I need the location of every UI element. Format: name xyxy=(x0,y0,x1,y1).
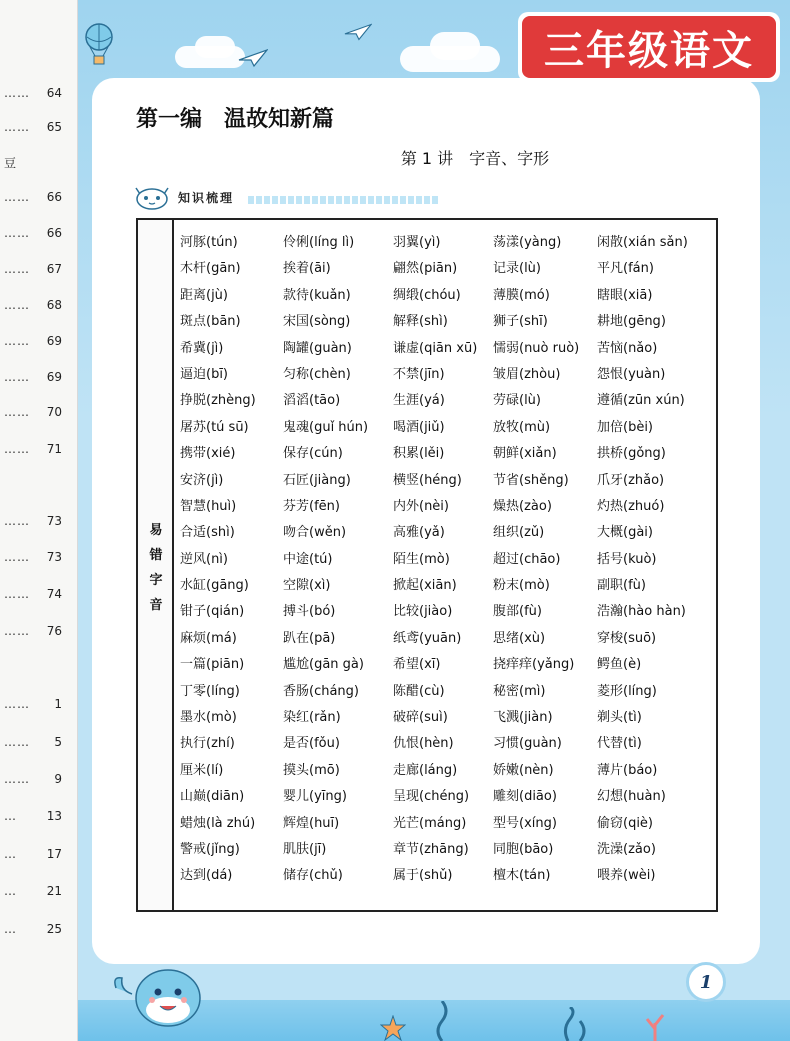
vocab-entry: 蜡烛(là zhú) xyxy=(180,815,256,831)
vocab-entry: 挨着(āi) xyxy=(283,261,331,277)
vocab-entry: 括号(kuò) xyxy=(597,551,657,567)
vocab-entry: 粉末(mò) xyxy=(493,578,550,594)
vocabulary-grid xyxy=(180,230,716,890)
vocab-entry: 檀木(tán) xyxy=(493,868,551,884)
vocab-entry: 尴尬(gān gà) xyxy=(283,657,364,673)
vocab-entry: 距离(jù) xyxy=(180,287,228,303)
vocab-entry: 河豚(tún) xyxy=(180,235,238,250)
toc-entry-page-number: 66 xyxy=(46,226,62,240)
toc-entry xyxy=(0,695,70,715)
vocab-entry: 厘米(lí) xyxy=(180,762,224,778)
vocab-entry: 横竖(héng) xyxy=(393,472,462,488)
vocab-entry: 一篇(piān) xyxy=(180,657,245,673)
vocab-entry: 光芒(máng) xyxy=(393,815,467,831)
side-label-char: 字 xyxy=(149,573,163,588)
toc-entry xyxy=(0,188,70,208)
toc-entry xyxy=(0,403,70,423)
vocab-entry: 绸缎(chóu) xyxy=(393,287,461,303)
vocab-entry: 薄片(báo) xyxy=(597,762,658,778)
toc-entry-dots: …… xyxy=(4,120,30,134)
toc-entry xyxy=(0,770,70,790)
vocab-entry: 大概(gài) xyxy=(597,525,653,541)
vocab-entry: 型号(xíng) xyxy=(493,815,557,831)
vocab-entry: 副职(fù) xyxy=(597,578,646,594)
vocab-entry: 木杆(gān) xyxy=(180,261,241,277)
vocab-entry: 飞溅(jiàn) xyxy=(493,710,553,726)
toc-entry-dots: … xyxy=(4,922,17,936)
vocab-entry: 陌生(mò) xyxy=(393,551,450,567)
lesson-title: 第 1 讲 字音、字形 xyxy=(400,149,550,168)
toc-entry xyxy=(0,512,70,532)
toc-entry-page-number: 74 xyxy=(46,587,62,601)
toc-entry-page-number: 17 xyxy=(46,847,62,861)
side-label-char: 音 xyxy=(149,598,163,613)
vocab-entry: 储存(chǔ) xyxy=(283,868,343,884)
toc-entry xyxy=(0,332,70,352)
vocab-entry: 款待(kuǎn) xyxy=(283,287,351,303)
toc-entry-dots: …… xyxy=(4,262,30,276)
vocab-entry: 爪牙(zhǎo) xyxy=(597,472,665,488)
vocab-entry: 瞎眼(xiā) xyxy=(597,287,653,303)
vocab-entry: 喝酒(jiǔ) xyxy=(393,419,445,435)
toc-entry xyxy=(0,224,70,244)
vocab-entry: 记录(lù) xyxy=(493,261,541,277)
toc-entry-page-number: 73 xyxy=(46,550,62,564)
vocab-entry: 丁零(líng) xyxy=(180,683,240,699)
toc-entry xyxy=(0,585,70,605)
toc-entry-page-number: 68 xyxy=(46,298,62,312)
vocab-entry: 娇嫩(nèn) xyxy=(493,762,554,778)
toc-entry-page-number: 66 xyxy=(46,190,62,204)
vocab-entry: 安济(jì) xyxy=(180,472,224,488)
vocab-entry: 洗澡(zǎo) xyxy=(597,841,656,857)
toc-entry xyxy=(0,368,70,388)
toc-entry xyxy=(0,733,70,753)
toc-entry-page-number: 69 xyxy=(46,334,62,348)
toc-entry-word: 豆 xyxy=(4,156,17,170)
vocab-entry: 搏斗(bó) xyxy=(283,604,336,620)
vocab-entry: 挠痒痒(yǎng) xyxy=(493,657,575,673)
vocab-entry: 懦弱(nuò ruò) xyxy=(493,340,580,356)
vocab-entry: 谦虚(qiān xū) xyxy=(393,340,478,356)
vocab-entry: 积累(lěi) xyxy=(393,446,445,462)
vocab-entry: 燥热(zào) xyxy=(493,498,552,514)
whale-mascot-icon xyxy=(110,948,206,1028)
toc-entry xyxy=(0,118,70,138)
vocab-entry: 空隙(xì) xyxy=(283,578,331,594)
vocab-entry: 墨水(mò) xyxy=(180,710,237,726)
toc-entry-dots: …… xyxy=(4,550,30,564)
vocab-entry: 染红(rǎn) xyxy=(283,710,341,726)
vocab-entry: 水缸(gāng) xyxy=(180,578,249,594)
vocab-entry: 鬼魂(guǐ hún) xyxy=(283,419,369,435)
toc-entry-page-number: 76 xyxy=(46,624,62,638)
vocab-entry: 中途(tú) xyxy=(283,551,333,567)
page-number: 1 xyxy=(686,962,726,1002)
vocab-entry: 肌肤(jī) xyxy=(283,841,327,857)
vocab-entry: 辉煌(huī) xyxy=(283,815,340,831)
vocab-entry: 组织(zǔ) xyxy=(493,525,545,541)
vocab-entry: 石匠(jiàng) xyxy=(283,472,351,488)
vocab-entry: 呈现(chéng) xyxy=(393,789,470,805)
cat-mascot-icon xyxy=(130,184,174,210)
toc-entry-dots: …… xyxy=(4,697,30,711)
toc-entry-page-number: 5 xyxy=(54,735,62,749)
vocab-entry: 加倍(bèi) xyxy=(597,419,654,435)
vocab-entry: 浩瀚(hào hàn) xyxy=(597,604,686,620)
toc-entry xyxy=(0,440,70,460)
toc-entry-dots: …… xyxy=(4,735,30,749)
vocab-entry: 内外(nèi) xyxy=(393,498,449,514)
vocab-entry: 携带(xié) xyxy=(180,446,236,462)
vocab-entry: 怨恨(yuàn) xyxy=(597,366,666,382)
seaweed-icon xyxy=(430,1001,454,1041)
vocab-entry: 平凡(fán) xyxy=(597,261,654,277)
vocab-entry: 麻烦(má) xyxy=(180,630,237,646)
vocab-entry: 穿梭(suō) xyxy=(597,630,657,646)
vocab-entry: 腹部(fù) xyxy=(493,604,542,620)
vocab-entry: 纸鸢(yuān) xyxy=(393,630,462,646)
cloud-decoration xyxy=(195,36,235,58)
section-title: 第一编 温故知新篇 xyxy=(136,107,335,132)
toc-entry xyxy=(0,807,70,827)
toc-entry-page-number: 13 xyxy=(46,809,62,823)
vocab-entry: 节省(shěng) xyxy=(493,472,569,488)
vocab-entry: 合适(shì) xyxy=(180,525,235,541)
vocab-entry: 比较(jiào) xyxy=(393,604,453,620)
vocab-entry: 闲散(xián sǎn) xyxy=(597,235,688,250)
vocab-entry: 挣脱(zhèng) xyxy=(180,393,256,409)
vocab-entry: 钳子(qián) xyxy=(180,604,245,620)
toc-entry-page-number: 71 xyxy=(46,442,62,456)
toc-entry-page-number: 70 xyxy=(46,405,62,419)
vocab-entry: 摸头(mō) xyxy=(283,762,340,778)
vocab-entry: 破碎(suì) xyxy=(393,710,448,726)
toc-entry-page-number: 73 xyxy=(46,514,62,528)
toc-entry-page-number: 1 xyxy=(54,697,62,711)
vocab-entry: 灼热(zhuó) xyxy=(597,498,665,514)
side-label xyxy=(138,518,174,618)
vocab-entry: 趴在(pā) xyxy=(283,630,336,646)
grade-subject-label: 三年级语文 xyxy=(522,16,776,78)
toc-entry-dots: … xyxy=(4,847,17,861)
toc-entry-dots: …… xyxy=(4,370,30,384)
vocab-entry: 达到(dá) xyxy=(180,868,233,884)
vocab-entry: 属于(shǔ) xyxy=(393,868,453,884)
vocabulary-table xyxy=(136,218,718,912)
hot-air-balloon-icon xyxy=(82,22,116,66)
vocab-entry: 苦恼(nǎo) xyxy=(597,340,658,356)
vocab-entry: 皱眉(zhòu) xyxy=(493,366,561,382)
vocab-entry: 放牧(mù) xyxy=(493,419,551,435)
vocab-entry: 逆风(nì) xyxy=(180,551,228,567)
toc-entry-page-number: 25 xyxy=(46,922,62,936)
paper-plane-icon xyxy=(238,48,268,68)
vocab-entry: 章节(zhāng) xyxy=(393,841,469,857)
vocab-entry: 荡漾(yàng) xyxy=(493,235,562,250)
knowledge-label: 知识梳理 xyxy=(178,191,235,205)
vocab-entry: 希望(xī) xyxy=(393,657,441,673)
vocab-entry: 喂养(wèi) xyxy=(597,868,656,884)
vocab-entry: 斑点(bān) xyxy=(180,314,241,330)
vocab-entry: 薄膜(mó) xyxy=(493,287,550,303)
vocab-entry: 菱形(líng) xyxy=(597,683,657,699)
toc-entry xyxy=(0,84,70,104)
vocab-entry: 逼迫(bī) xyxy=(180,366,229,382)
side-label-char: 易 xyxy=(149,523,163,538)
vocab-entry: 匀称(chèn) xyxy=(283,366,351,382)
toc-entry-dots: …… xyxy=(4,442,30,456)
toc-entry-dots: … xyxy=(4,809,17,823)
toc-entry-page-number: 64 xyxy=(46,86,62,100)
paper-plane-icon xyxy=(344,22,372,42)
toc-entry-dots: …… xyxy=(4,190,30,204)
toc-entry-page-number: 65 xyxy=(46,120,62,134)
side-label-char: 错 xyxy=(149,548,163,563)
toc-entry xyxy=(0,296,70,316)
table-side-column xyxy=(138,220,174,910)
vocab-entry: 翩然(piān) xyxy=(393,261,458,277)
vocab-entry: 伶俐(líng lì) xyxy=(283,235,355,250)
vocab-entry: 香肠(cháng) xyxy=(283,683,359,699)
toc-entry-page-number: 9 xyxy=(54,772,62,786)
coral-icon xyxy=(640,1011,670,1041)
vocab-entry: 是否(fǒu) xyxy=(283,736,340,752)
vocab-entry: 思绪(xù) xyxy=(493,630,546,646)
vocab-entry: 掀起(xiān) xyxy=(393,578,457,594)
vocab-entry: 警戒(jǐng) xyxy=(180,841,240,857)
vocab-entry: 羽翼(yì) xyxy=(393,235,441,250)
toc-entry-dots: …… xyxy=(4,514,30,528)
vocab-entry: 不禁(jīn) xyxy=(393,366,445,382)
seaweed-icon xyxy=(560,1007,590,1041)
cloud-decoration xyxy=(430,32,480,60)
toc-entry-dots: …… xyxy=(4,226,30,240)
vocab-entry: 吻合(wěn) xyxy=(283,525,347,541)
vocab-entry: 陈醋(cù) xyxy=(393,683,445,699)
vocab-entry: 超过(chāo) xyxy=(493,551,561,567)
vocab-entry: 鳄鱼(è) xyxy=(597,657,642,673)
vocab-entry: 代替(tì) xyxy=(597,736,642,752)
vocab-entry: 宋国(sòng) xyxy=(283,314,351,330)
vocab-entry: 高雅(yǎ) xyxy=(393,525,445,541)
toc-entry xyxy=(0,882,70,902)
vocab-entry: 遵循(zūn xún) xyxy=(597,393,685,409)
vocab-entry: 芬芳(fēn) xyxy=(283,498,340,514)
vocab-entry: 执行(zhí) xyxy=(180,736,235,752)
vocab-entry: 希冀(jì) xyxy=(180,340,224,356)
toc-entry-page-number: 21 xyxy=(46,884,62,898)
grade-subject-badge xyxy=(518,12,780,82)
vocab-entry: 幻想(huàn) xyxy=(597,789,666,805)
vocab-entry: 生涯(yá) xyxy=(393,393,445,409)
toc-entry xyxy=(0,845,70,865)
lesson-title-row xyxy=(0,146,790,169)
vocab-entry: 陶罐(guàn) xyxy=(283,340,352,356)
vocab-entry: 滔滔(tāo) xyxy=(283,393,341,409)
toc-entry-dots: …… xyxy=(4,587,30,601)
vocab-entry: 劳碌(lù) xyxy=(493,393,541,409)
vocab-entry: 山巅(diān) xyxy=(180,789,245,805)
toc-entry-dots: …… xyxy=(4,624,30,638)
toc-entry-dots: …… xyxy=(4,772,30,786)
vocab-entry: 解释(shì) xyxy=(393,314,448,330)
knowledge-underline-bar xyxy=(248,196,438,204)
starfish-icon xyxy=(380,1015,406,1041)
toc-entry-dots: …… xyxy=(4,334,30,348)
vocab-entry: 习惯(guàn) xyxy=(493,736,562,752)
vocab-entry: 保存(cún) xyxy=(283,446,343,462)
toc-entry xyxy=(0,548,70,568)
toc-entry-dots: … xyxy=(4,884,17,898)
vocab-entry: 走廊(láng) xyxy=(393,762,458,778)
vocab-entry: 雕刻(diāo) xyxy=(493,789,557,805)
vocab-entry: 婴儿(yīng) xyxy=(283,789,347,805)
vocab-entry: 智慧(huì) xyxy=(180,498,237,514)
vocab-entry: 同胞(bāo) xyxy=(493,841,554,857)
toc-entry-page-number: 67 xyxy=(46,262,62,276)
toc-entry-dots: …… xyxy=(4,86,30,100)
toc-entry-dots: …… xyxy=(4,298,30,312)
vocab-entry: 朝鲜(xiǎn) xyxy=(493,446,557,462)
vocab-entry: 偷窃(qiè) xyxy=(597,815,654,831)
vocab-entry: 耕地(gēng) xyxy=(597,314,666,330)
vocab-entry: 剃头(tì) xyxy=(597,710,642,726)
vocab-entry: 狮子(shī) xyxy=(493,314,548,330)
vocab-entry: 拱桥(gǒng) xyxy=(597,446,666,462)
vocab-entry: 秘密(mì) xyxy=(493,683,546,699)
toc-entry xyxy=(0,920,70,940)
toc-entry-dots: …… xyxy=(4,405,30,419)
vocab-entry: 仇恨(hèn) xyxy=(393,736,454,752)
toc-entry xyxy=(0,260,70,280)
toc-entry xyxy=(0,622,70,642)
vocab-entry: 屠苏(tú sū) xyxy=(180,419,249,435)
toc-entry-page-number: 69 xyxy=(46,370,62,384)
knowledge-header xyxy=(130,184,320,210)
